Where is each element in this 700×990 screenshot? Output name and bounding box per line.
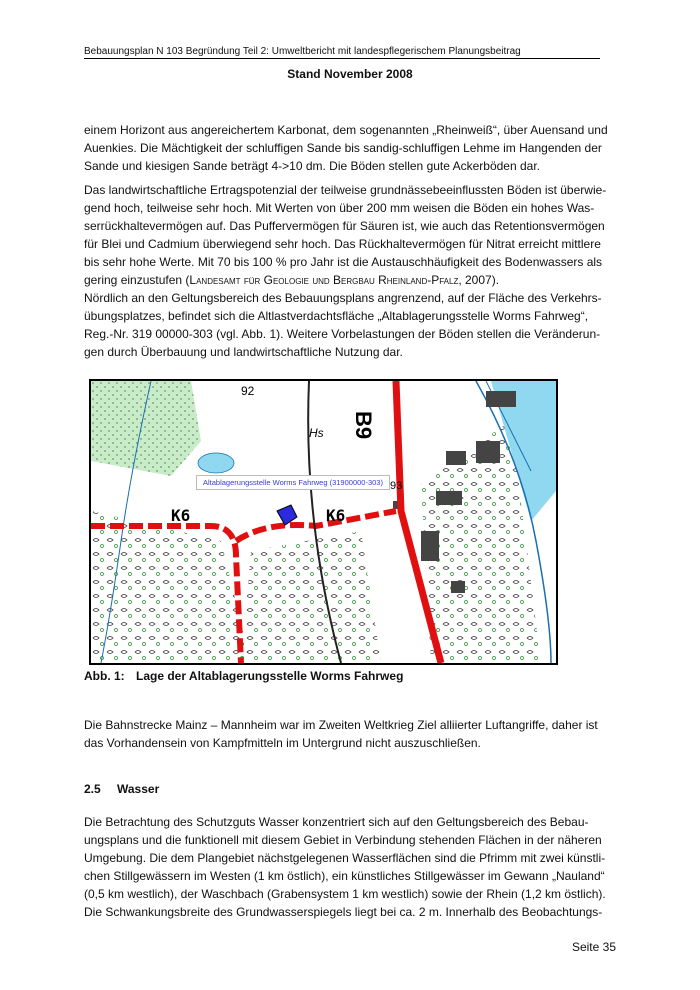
page-number: Seite 35 <box>571 940 616 954</box>
building <box>451 581 465 593</box>
building <box>476 441 500 463</box>
map-drawing <box>91 381 556 663</box>
section-title: Wasser <box>117 782 160 796</box>
document-date: Stand November 2008 <box>287 67 413 81</box>
text-line: Reg.-Nr. 319 00000-303 (vgl. Abb. 1). Weitere Vorbelastungen der Böden stellen die Veränderun- <box>84 327 601 341</box>
site-label: Altablagerungsstelle Worms Fahrweg (31900000-303) <box>196 475 390 490</box>
map-label-k6: K6 <box>171 506 191 525</box>
text-line: gend hoch, teilweise sehr hoch. Mit Werten von über 200 mm weisen die Böden ein hohes Was- <box>84 201 595 215</box>
text-line: Die Betrachtung des Schutzguts Wasser konzentriert sich auf den Geltungsbereich des Bebau- <box>84 815 589 829</box>
text-line: Die Bahnstrecke Mainz – Mannheim war im Zweiten Weltkrieg Ziel alliierter Luftangriffe, daher ist <box>84 718 598 732</box>
settlement-area <box>241 531 381 663</box>
text-line: übungsplatzes, befindet sich die Altlastverdachtsfläche „Altablagerungsstelle Worms Fahrweg“, <box>84 309 589 323</box>
text-line: bis sehr hohe Werte. Mit 70 bis 100 % pro Jahr ist die Austauschhäufigkeit des Bodenwassers als <box>84 255 603 269</box>
paragraph-ordnance <box>84 716 600 752</box>
text-line: einem Horizont aus angereichertem Karbonat, dem sogenannten „Rheinweiß“, über Auensand und <box>84 123 608 137</box>
text-line: ungsplans und die funktionell mit diesem Gebiet in Verbindung stehenden Flächen in der näheren <box>84 833 602 847</box>
map-label-93: 93 <box>390 480 403 492</box>
building <box>486 391 516 407</box>
paragraph-soil-1 <box>84 121 608 175</box>
building <box>436 491 462 505</box>
site-location-map <box>89 379 558 665</box>
citation-prefix: gering einzustufen ( <box>84 273 190 287</box>
running-header: Bebauungsplan N 103 Begründung Teil 2: Umweltbericht mit landespflegerischem Planungsbeitrag <box>84 46 600 59</box>
text-line: gen durch Überbauung und landwirtschaftliche Nutzung dar. <box>84 345 403 359</box>
caption-text: Lage der Altablagerungsstelle Worms Fahrweg <box>136 669 404 683</box>
map-label-92: 92 <box>241 384 255 398</box>
text-line: Nördlich an den Geltungsbereich des Bebauungsplans angrenzend, auf der Fläche des Verkehrs- <box>84 291 602 305</box>
citation-suffix: , 2007). <box>458 273 500 287</box>
paragraph-water <box>84 813 606 921</box>
map-label-k6: K6 <box>326 506 346 525</box>
text-line: serrückhaltevermögen auf. Das Puffervermögen für Säuren ist, wie auch das Retentionsvermögen <box>84 219 605 233</box>
text-line: Auenkies. Die Mächtigkeit der schluffigen Sande bis sandig-schluffigen Lehme im Hangenden der <box>84 141 602 155</box>
caption-number: Abb. 1: <box>84 669 125 683</box>
map-label-hs: Hs <box>309 426 324 440</box>
paragraph-soil-2 <box>84 181 607 361</box>
figure-caption <box>84 669 403 683</box>
text-line: das Vorhandensein von Kampfmitteln im Untergrund nicht auszuschließen. <box>84 736 481 750</box>
pond <box>198 453 234 473</box>
building <box>446 451 466 465</box>
section-heading <box>84 782 159 796</box>
text-line: (0,5 km westlich), der Waschbach (Grabensystem 1 km westlich) sowie der Rhein (1,2 km östlich). <box>84 887 606 901</box>
map-label-b9: B9 <box>351 411 376 440</box>
building <box>421 531 439 561</box>
citation-source: Landesamt für Geologie und Bergbau Rheinland-Pfalz <box>189 273 459 287</box>
text-line: Das landwirtschaftliche Ertragspotenzial der teilweise grundnässebeeinflussten Böden ist überwie- <box>84 183 607 197</box>
text-line-citation <box>84 271 600 289</box>
text-line: Sande und kiesigen Sande beträgt 4->10 dm. Die Böden stellen gute Ackerböden dar. <box>84 159 540 173</box>
section-number: 2.5 <box>84 782 101 796</box>
text-line: Die Schwankungsbreite des Grundwasserspiegels liegt bei ca. 2 m. Innerhalb des Beobachtungs- <box>84 905 603 919</box>
text-line: für Blei und Cadmium überwiegend sehr hoch. Das Rückhaltevermögen für Nitrat erreicht mittlere <box>84 237 601 251</box>
text-line: Umgebung. Die dem Plangebiet nächstgelegenen Wasserflächen sind die Pfrimm mit zwei künstli- <box>84 851 606 865</box>
text-line: chen Stillgewässern im Westen (1 km östlich), ein künstliches Stillgewässer im Gewann „Nauland“ <box>84 869 605 883</box>
